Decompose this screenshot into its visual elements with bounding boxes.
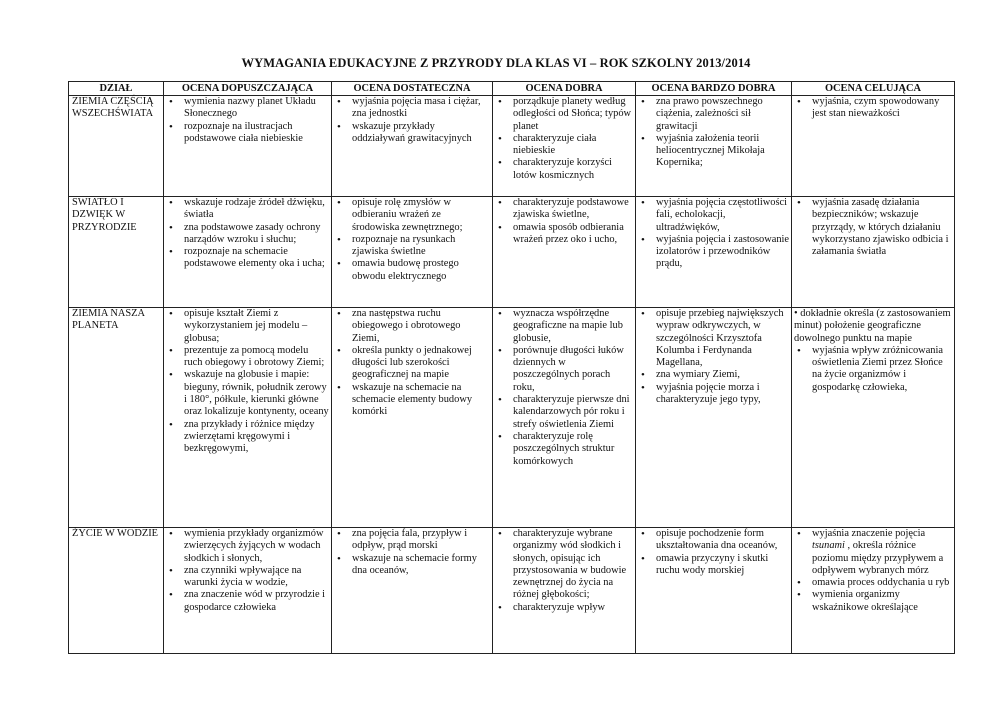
list-item-text: dokładnie określa (z zastosowaniem minut) położenie geograficzne dowolnego punktu na mapie xyxy=(794,308,951,344)
table-row xyxy=(69,528,955,654)
requirements-cell xyxy=(164,528,332,654)
list-item: • wyjaśnia założenia teorii heliocentrycznej Mikołaja Kopernika; xyxy=(638,133,789,170)
section-name: ZIEMIA CZĘŚCIĄ WSZECHŚWIATA xyxy=(69,96,164,197)
requirements-cell xyxy=(636,308,792,528)
list-item: • wymienia organizmy wskaźnikowe określające xyxy=(794,589,952,614)
list-item: • zna następstwa ruchu obiegowego i obrotowego Ziemi, xyxy=(334,308,490,345)
list-item: • omawia sposób odbierania wrażeń przez oko i ucho, xyxy=(495,222,633,247)
requirements-cell xyxy=(792,197,955,308)
table-row xyxy=(69,96,955,197)
list-item: • omawia proces oddychania u ryb xyxy=(794,577,952,589)
requirements-cell xyxy=(493,308,636,528)
list-item: • wymienia przykłady organizmów zwierzęcych żyjących w wodach słodkich i słonych, xyxy=(166,528,329,565)
header-dobra: OCENA DOBRA xyxy=(493,82,636,96)
list-item: • zna pojęcia fala, przypływ i odpływ, prąd morski xyxy=(334,528,490,553)
list-item: • dokładnie określa (z zastosowaniem minut) położenie geograficzne dowolnego punktu na mapie xyxy=(794,308,951,344)
list-item: • charakteryzuje rolę poszczególnych struktur komórkowych xyxy=(495,431,633,468)
list-item: • wyjaśnia zasadę działania bezpieczników; wskazuje przyrządy, w których działaniu wykorzystano zjawisko odbicia i załamania światła xyxy=(794,197,952,258)
section-name: ŻYCIE W WODZIE xyxy=(69,528,164,654)
list-item: • wyjaśnia, czym spowodowany jest stan nieważkości xyxy=(794,96,952,121)
section-name: SWIATŁO I DZWIĘK W PRZYRODZIE xyxy=(69,197,164,308)
list-item: • zna podstawowe zasady ochrony narządów wzroku i słuchu; xyxy=(166,222,329,247)
list-item: • porównuje długości łuków dziennych w poszczególnych porach roku, xyxy=(495,345,633,394)
list-item: • charakteryzuje pierwsze dni kalendarzowych pór roku i strefy oświetlenia Ziemi xyxy=(495,394,633,431)
list-item: • wskazuje na schemacie formy dna oceanów, xyxy=(334,553,490,578)
list-item: • zna prawo powszechnego ciążenia, zależności sił grawitacji xyxy=(638,96,789,133)
requirements-cell xyxy=(636,197,792,308)
requirements-cell xyxy=(332,308,493,528)
requirements-cell xyxy=(792,308,955,528)
list-item: • charakteryzuje ciała niebieskie xyxy=(495,133,633,158)
list-item: • zna wymiary Ziemi, xyxy=(638,369,789,381)
list-item: • omawia przyczyny i skutki ruchu wody morskiej xyxy=(638,553,789,578)
list-item: • opisuje przebieg największych wypraw odkrywczych, w szczególności Krzysztofa Kolumba i Ferdynanda Magellana, xyxy=(638,308,789,369)
list-item: • charakteryzuje wybrane organizmy wód słodkich i słonych, opisując ich przystosowania w budowie zewnętrznej do życia na różnej głębokości; xyxy=(495,528,633,602)
header-dostateczna: OCENA DOSTATECZNA xyxy=(332,82,493,96)
document-title: WYMAGANIA EDUKACYJNE Z PRZYRODY DLA KLAS VI – ROK SZKOLNY 2013/2014 xyxy=(241,56,751,70)
list-item: • wskazuje przykłady oddziaływań grawitacyjnych xyxy=(334,121,490,146)
requirements-cell xyxy=(332,528,493,654)
list-item: • opisuje kształt Ziemi z wykorzystaniem jej modelu – globusa; xyxy=(166,308,329,345)
list-item: • rozpoznaje na ilustracjach podstawowe ciała niebieskie xyxy=(166,121,329,146)
requirements-cell xyxy=(493,197,636,308)
requirements-cell xyxy=(792,96,955,197)
requirements-cell xyxy=(493,96,636,197)
list-item: • wyjaśnia pojęcia masa i ciężar, zna jednostki xyxy=(334,96,490,121)
list-item: • rozpoznaje na rysunkach zjawiska świetlne xyxy=(334,234,490,259)
table-row xyxy=(69,197,955,308)
list-item: • określa punkty o jednakowej długości lub szerokości geograficznej na mapie xyxy=(334,345,490,382)
requirements-cell xyxy=(164,197,332,308)
list-item: • wyjaśnia pojęcia częstotliwości fali, echolokacji, ultradźwięków, xyxy=(638,197,789,234)
requirements-cell xyxy=(493,528,636,654)
requirements-cell xyxy=(164,308,332,528)
requirements-cell xyxy=(636,96,792,197)
list-item: • wyjaśnia wpływ zróżnicowania oświetlenia Ziemi przez Słońce na życie organizmów i gospodarkę człowieka, xyxy=(794,345,952,394)
header-dzial: DZIAŁ xyxy=(69,82,164,96)
list-item: • charakteryzuje podstawowe zjawiska świetlne, xyxy=(495,197,633,222)
header-celujaca: OCENA CELUJĄCA xyxy=(792,82,955,96)
list-item: • wymienia nazwy planet Układu Słonecznego xyxy=(166,96,329,121)
list-item: • wskazuje na globusie i mapie: bieguny, równik, południk zerowy i 180°, półkule, kierunki główne oraz lokalizuje kontynenty, oceany xyxy=(166,369,329,418)
list-item: • charakteryzuje wpływ xyxy=(495,602,633,614)
header-dopuszczajaca: OCENA DOPUSZCZAJĄCA xyxy=(164,82,332,96)
requirements-table xyxy=(68,81,955,654)
list-item: • wyjaśnia pojęcie morza i charakteryzuje jego typy, xyxy=(638,382,789,407)
list-item: • zna znaczenie wód w przyrodzie i gospodarce człowieka xyxy=(166,589,329,614)
list-item: • zna przykłady i różnice między zwierzętami kręgowymi i bezkręgowymi, xyxy=(166,419,329,456)
requirements-cell xyxy=(332,197,493,308)
table-row xyxy=(69,308,955,528)
list-item: • wyjaśnia znaczenie pojęcia tsunami , określa różnice poziomu między przypływem a odpływem wybranych mórz xyxy=(794,528,952,577)
list-item: • wskazuje na schemacie na schemacie elementy budowy komórki xyxy=(334,382,490,419)
list-item: • charakteryzuje korzyści lotów kosmicznych xyxy=(495,157,633,182)
requirements-cell xyxy=(332,96,493,197)
list-item: • opisuje pochodzenie form ukształtowania dna oceanów, xyxy=(638,528,789,553)
list-item: • opisuje rolę zmysłów w odbieraniu wrażeń ze środowiska zewnętrznego; xyxy=(334,197,490,234)
requirements-cell xyxy=(164,96,332,197)
requirements-cell xyxy=(792,528,955,654)
list-item: • wskazuje rodzaje źródeł dźwięku, światła xyxy=(166,197,329,222)
list-item: • porządkuje planety według odległości od Słońca; typów planet xyxy=(495,96,633,133)
list-item: • zna czynniki wpływające na warunki życia w wodzie, xyxy=(166,565,329,590)
list-item: • wyznacza współrzędne geograficzne na mapie lub globusie, xyxy=(495,308,633,345)
section-name: ZIEMIA NASZA PLANETA xyxy=(69,308,164,528)
list-item: • rozpoznaje na schemacie podstawowe elementy oka i ucha; xyxy=(166,246,329,271)
header-bardzo-dobra: OCENA BARDZO DOBRA xyxy=(636,82,792,96)
list-item: • prezentuje za pomocą modelu ruch obiegowy i obrotowy Ziemi; xyxy=(166,345,329,370)
header-row xyxy=(69,82,955,96)
list-item: • omawia budowę prostego obwodu elektrycznego xyxy=(334,258,490,283)
list-item: • wyjaśnia pojęcia i zastosowanie izolatorów i przewodników prądu, xyxy=(638,234,789,271)
requirements-cell xyxy=(636,528,792,654)
